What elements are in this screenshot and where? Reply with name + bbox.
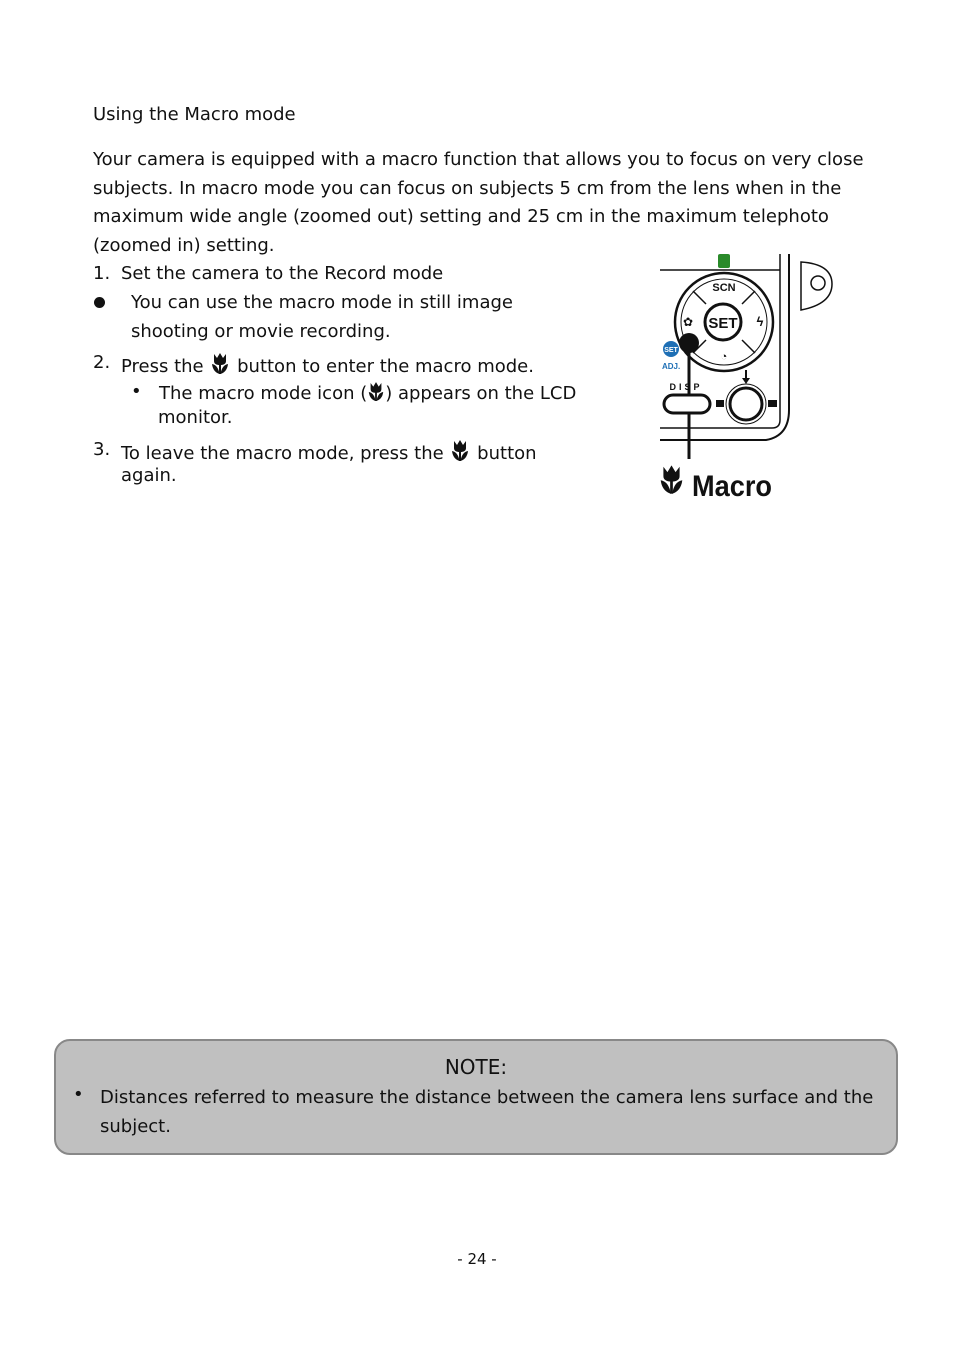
scn-label: SCN bbox=[712, 282, 736, 294]
sub-after: ) appears on the LCD bbox=[385, 383, 577, 404]
step-3-number: 3. bbox=[93, 439, 111, 460]
step-1-text: Set the camera to the Record mode bbox=[121, 263, 444, 284]
note-bullet: • bbox=[73, 1084, 84, 1105]
macro-icon bbox=[367, 381, 385, 403]
macro-label: Macro bbox=[692, 470, 772, 500]
macro-label-icon bbox=[661, 465, 683, 493]
adj-label: ADJ. bbox=[662, 362, 681, 371]
step-2-number: 2. bbox=[93, 352, 111, 373]
bullet-line-2: shooting or movie recording. bbox=[131, 321, 391, 342]
disp-button bbox=[664, 395, 710, 413]
flash-icon: ϟ bbox=[756, 314, 764, 329]
step-3-before: To leave the macro mode, press the bbox=[121, 443, 444, 464]
step-2-after: button to enter the macro mode. bbox=[237, 356, 534, 377]
sub-bullet-line-1 bbox=[159, 381, 576, 404]
camera-back-figure bbox=[656, 252, 838, 500]
sub-before: The macro mode icon ( bbox=[159, 383, 368, 404]
sub-bullet: • bbox=[131, 381, 142, 402]
macro-icon bbox=[209, 352, 231, 376]
self-timer-icon: ◔ bbox=[720, 351, 728, 363]
section-heading: Using the Macro mode bbox=[93, 104, 296, 125]
camera-icon bbox=[768, 400, 777, 407]
note-title: NOTE: bbox=[444, 1055, 508, 1079]
bullet-line-1: You can use the macro mode in still image bbox=[131, 292, 513, 313]
step-2-text bbox=[121, 352, 534, 377]
macro-pad-icon: ✿ bbox=[682, 315, 694, 329]
step-3-line-2: again. bbox=[121, 465, 177, 486]
step-1-number: 1. bbox=[93, 263, 111, 284]
step-3-text bbox=[121, 439, 537, 464]
sub-bullet-line-2: monitor. bbox=[158, 407, 233, 428]
macro-icon bbox=[449, 439, 471, 463]
page-number: - 24 - bbox=[457, 1250, 497, 1268]
bullet-dot bbox=[94, 297, 105, 308]
set-label: SET bbox=[708, 315, 738, 332]
adj-badge-label: SET bbox=[664, 347, 678, 354]
record-button bbox=[730, 388, 762, 420]
video-icon bbox=[716, 400, 724, 407]
disp-label: DISP bbox=[669, 382, 703, 392]
top-macro-icon bbox=[718, 254, 730, 268]
note-text: Distances referred to measure the distance between the camera lens surface and the subject. bbox=[100, 1087, 874, 1137]
step-3-after: button bbox=[477, 443, 537, 464]
intro-paragraph: Your camera is equipped with a macro function that allows you to focus on very close subjects. In macro mode you can focus on subjects 5 cm from the lens when in the maximum wide angle (zoomed out) setting and 25 cm in the maximum telephoto (zoomed in) setting. bbox=[93, 149, 864, 256]
note-box bbox=[54, 1039, 898, 1155]
step-2-before: Press the bbox=[121, 356, 204, 377]
